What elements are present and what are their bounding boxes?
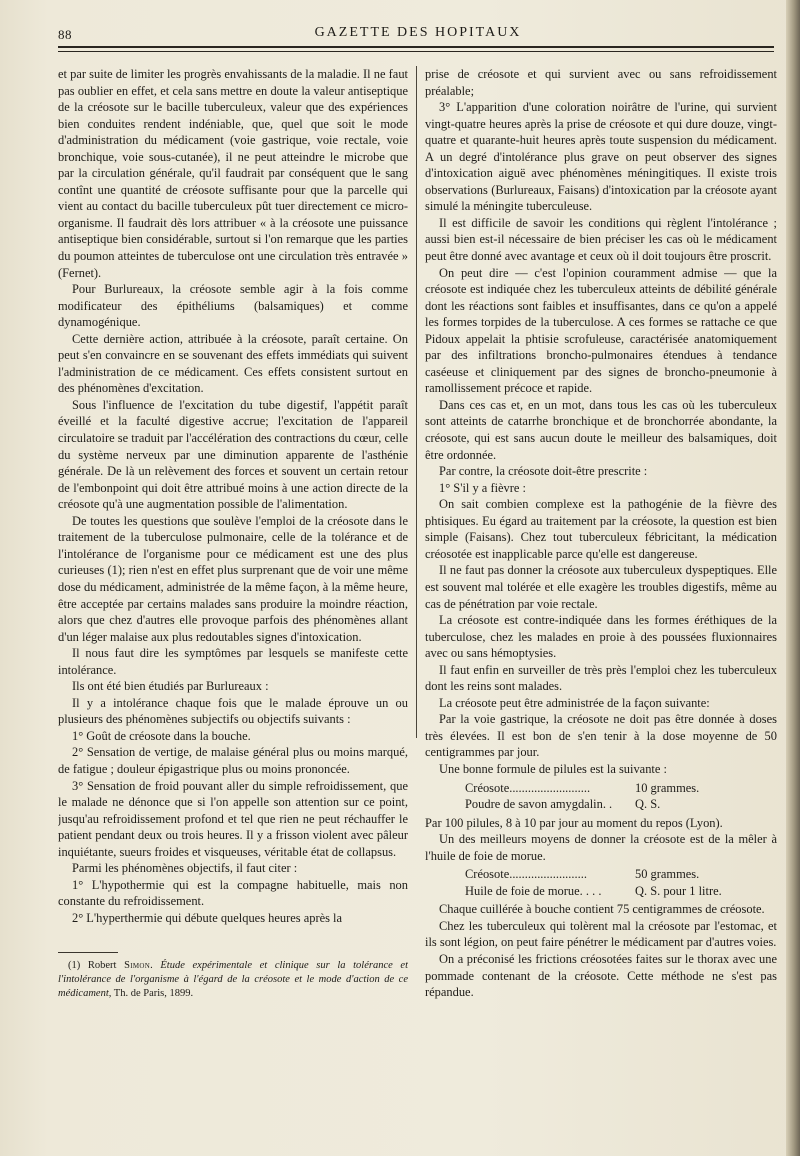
paragraph: Cette dernière action, attribuée à la créosote, paraît certaine. On peut s'en convaincre en se souvenant des effets immédiats qui suivent l'administration de ce médicament. Ces effets consistent surtout en des phénomènes d'excitation.	[58, 331, 408, 396]
recipe-quantity: Q. S. pour 1 litre.	[635, 883, 722, 898]
paragraph: prise de créosote et qui survient avec ou sans refroidissement préalable;	[425, 67, 777, 98]
paragraph: 1° S'il y a fièvre :	[439, 480, 527, 495]
header-rule-thick	[58, 46, 774, 48]
recipe-ingredient: Créosote..........................	[465, 780, 591, 795]
recipe-pills	[425, 780, 777, 813]
footnote: (1) Robert Simon. Étude expérimentale et clinique sur la tolérance et l'intolérance de l'organisme à l'égard de la créosote et le mode d'action de ce médicament, Th. de Paris, 1899.	[58, 960, 408, 1000]
paragraph: 3° L'apparition d'une coloration noirâtre de l'urine, qui survient vingt-quatre heures après la prise de créosote et qui dure douze, vingt-quatre et quarante-huit heures après toute suspension du médicament. A un degré d'intolérance plus grave on peut observer des signes d'intoxication aiguë avec phénomènes méningitiques. Il existe trois observations (Burlureaux, Faisans) d'intoxication par la créosote ayant simulé la méningite tuberculeuse.	[425, 100, 777, 214]
footnote-rule	[58, 952, 118, 953]
paragraph: Il y a intolérance chaque fois que le malade éprouve un ou plusieurs des phénomènes subjectifs ou objectifs suivants :	[58, 695, 408, 727]
paragraph: Une bonne formule de pilules est la suivante :	[439, 761, 667, 776]
paragraph: La créosote est contre-indiquée dans les formes éréthiques de la tuberculose, chez les malades en proie à des poussées fluxionnaires avec ou sans hémoptysies.	[425, 613, 777, 661]
paragraph: Par contre, la créosote doit-être prescrite :	[439, 464, 648, 479]
paragraph: et par suite de limiter les progrès envahissants de la maladie. Il ne faut pas oublier en effet, et cela sans mettre en doute la valeur antiseptique de la créosote sur le bacille tuberculeux, valeur que des expériences bien conduites rendent indéniable, que, quel que soit le mode d'administration du médicament (voie gastrique, voie rectale, voie bronchique, voie sous-cutanée), il ne peut atteindre le microbe que par la circulation générale, qu'il faudrait par conséquent que le sang contînt une quantité de créosote suffisante pour que la parcelle qui vient au contact du bacille tuberculeux pût tuer directement ce micro-organisme. Il faudrait dès lors attribuer « à la créosote une puissance antiseptique bien considérable, surtout si l'on remarque que les parties du poumon atteintes de tuberculose ont une circulation très entravée » (Fernet).	[58, 67, 408, 280]
paragraph: On peut dire — c'est l'opinion couramment admise — que la créosote est indiquée chez les tuberculeux atteints de débilité générale dont les réactions sont faibles et insuffisantes, dans ce qu'on a appelé les formes torpides de la tuberculose. A ces formes se rattache ce que Pidoux appelait la phtisie scrofuleuse, caractérisée anatomiquement par des infiltrations broncho-pulmonaires étendues à tendance caséeuse et cliniquement par des signes de broncho-pneumonie à ramollissement précoce et rapide.	[425, 265, 777, 396]
page-header	[58, 20, 778, 60]
paragraph: Dans ces cas et, en un mot, dans tous les cas où les tuberculeux sont atteints de catarrhe bronchique et de bronchorrée abondante, la créosote, qui est sans aucun doute le meilleur des balsamiques, doit être ordonnée.	[425, 397, 777, 462]
paragraph: Il est difficile de savoir les conditions qui règlent l'intolérance ; aussi bien est-il nécessaire de bien préciser les cas où le médicament peut être donné avec avantage et ceux où il doit toujours être proscrit.	[425, 215, 777, 264]
page-edge-shadow	[786, 0, 800, 1156]
recipe-quantity: 10 grammes.	[635, 780, 700, 795]
paragraph: De toutes les questions que soulève l'emploi de la créosote dans le traitement de la tuberculose pulmonaire, celle de la tolérance et de l'intolérance de l'organisme pour ce médicament est une des plus curieuses (1); rien n'est en effet plus surprenant que de voir une même dose du médicament, administrée de la même façon, à la même heure, être acceptée par certains malades sans produire la moindre réaction, alors que chez d'autres elle provoque parfois des phénomènes allant d'un léger malaise aux plus redoutables signes d'intoxication.	[58, 513, 408, 644]
recipe-row	[425, 866, 777, 883]
journal-title: GAZETTE DES HOPITAUX	[314, 25, 522, 40]
paragraph: Il ne faut pas donner la créosote aux tuberculeux dyspeptiques. Elle est souvent mal tolérée et elle exagère les troubles digestifs, même au cas de pénétration par voie rectale.	[425, 563, 777, 611]
left-column	[58, 66, 408, 1136]
paragraph: Ils ont été bien étudiés par Burlureaux :	[72, 679, 269, 694]
footnote-marker: (1) Robert	[68, 960, 125, 972]
paragraph: 1° Goût de créosote dans la bouche.	[72, 728, 251, 743]
paragraph: La créosote peut être administrée de la façon suivante:	[439, 695, 710, 710]
column-divider	[416, 66, 417, 738]
page-number: 88	[58, 27, 72, 42]
right-column	[425, 66, 777, 1136]
header-rule-thin	[58, 51, 774, 52]
paragraph: Par 100 pilules, 8 à 10 par jour au moment du repos (Lyon).	[425, 815, 723, 830]
recipe-row	[425, 780, 777, 797]
paragraph: Il nous faut dire les symptômes par lesquels se manifeste cette intolérance.	[58, 646, 408, 677]
paragraph: Pour Burlureaux, la créosote semble agir à la fois comme modificateur des épithéliums (balsamiques) et comme dynamogénique.	[58, 282, 408, 330]
recipe-oil	[425, 866, 777, 899]
paragraph: Par la voie gastrique, la créosote ne doit pas être donnée à doses très élevées. Il est bon de s'en tenir à la dose moyenne de 50 centigrammes par jour.	[425, 712, 777, 760]
paragraph: Chaque cuillérée à bouche contient 75 centigrammes de créosote.	[439, 902, 765, 917]
paragraph: On a préconisé les frictions créosotées faites sur le thorax avec une pommade contenant de la créosote. Cette méthode ne s'est pas répandue.	[425, 951, 777, 1000]
paragraph: 1° L'hypothermie qui est la compagne habituelle, mais non constante du refroidissement.	[58, 877, 408, 909]
recipe-ingredient: Créosote.........................	[465, 867, 587, 882]
paragraph: Sous l'influence de l'excitation du tube digestif, l'appétit paraît éveillé et la faculté digestive accrue; l'excitation de l'appareil circulatoire se traduit par l'accélération des contractions du cœur, celle du système nerveux par une diminution apparente de l'asthénie générale. De là un relèvement des forces et souvent un certain retour de l'embonpoint qui doit être attribué moins à une action directe de la créosote qu'à une augmentation possible de l'alimentation.	[58, 397, 408, 512]
paragraph: 3° Sensation de froid pouvant aller du simple refroidissement, que le malade ne dénonce que si l'on appelle son attention sur ce point, jusqu'au refroidissement profond et tel que rien ne peut réchauffer le patient pendant deux ou trois heures. Il y a frisson violent avec pâleur inquiétante, sueurs froides et visqueuses, véritable état de collapsus.	[58, 778, 408, 859]
recipe-quantity: Q. S.	[635, 797, 661, 812]
recipe-ingredient: Huile de foie de morue. . . .	[465, 883, 602, 898]
footnote-tail: Th. de Paris, 1899.	[111, 988, 194, 1000]
paragraph: Parmi les phénomènes objectifs, il faut citer :	[72, 861, 298, 876]
recipe-quantity: 50 grammes.	[635, 867, 700, 882]
paragraph: 2° L'hyperthermie qui débute quelques heures après la	[72, 910, 343, 925]
recipe-ingredient: Poudre de savon amygdalin. .	[465, 797, 613, 812]
recipe-row	[425, 796, 777, 813]
paragraph: On sait combien complexe est la pathogénie de la fièvre des phtisiques. Eu égard au traitement par la créosote, la question est bien simple (Faisans). Chez tout tuberculeux fébricitant, la médication créosotée est inapplicable parce qu'elle est dangereuse.	[425, 497, 777, 561]
paragraph: Il faut enfin en surveiller de très près l'emploi chez les tuberculeux dont les reins sont malades.	[425, 662, 777, 694]
paragraph: Un des meilleurs moyens de donner la créosote est de la mêler à l'huile de foie de morue.	[425, 832, 777, 863]
footnote-author: Simon	[124, 960, 151, 972]
recipe-row	[425, 883, 777, 900]
paragraph: Chez les tuberculeux qui tolèrent mal la créosote par l'estomac, et ils sont légion, on peut faire pénétrer le médicament par d'autres voies.	[425, 918, 777, 950]
paragraph: 2° Sensation de vertige, de malaise général plus ou moins marqué, de fatigue ; douleur épigastrique plus ou moins prononcée.	[58, 745, 408, 776]
footnote-title: Étude expérimentale et clinique sur la tolérance et l'intolérance de l'organisme à l'égard de la créosote et le mode d'action de ce médicament,	[58, 960, 408, 1000]
